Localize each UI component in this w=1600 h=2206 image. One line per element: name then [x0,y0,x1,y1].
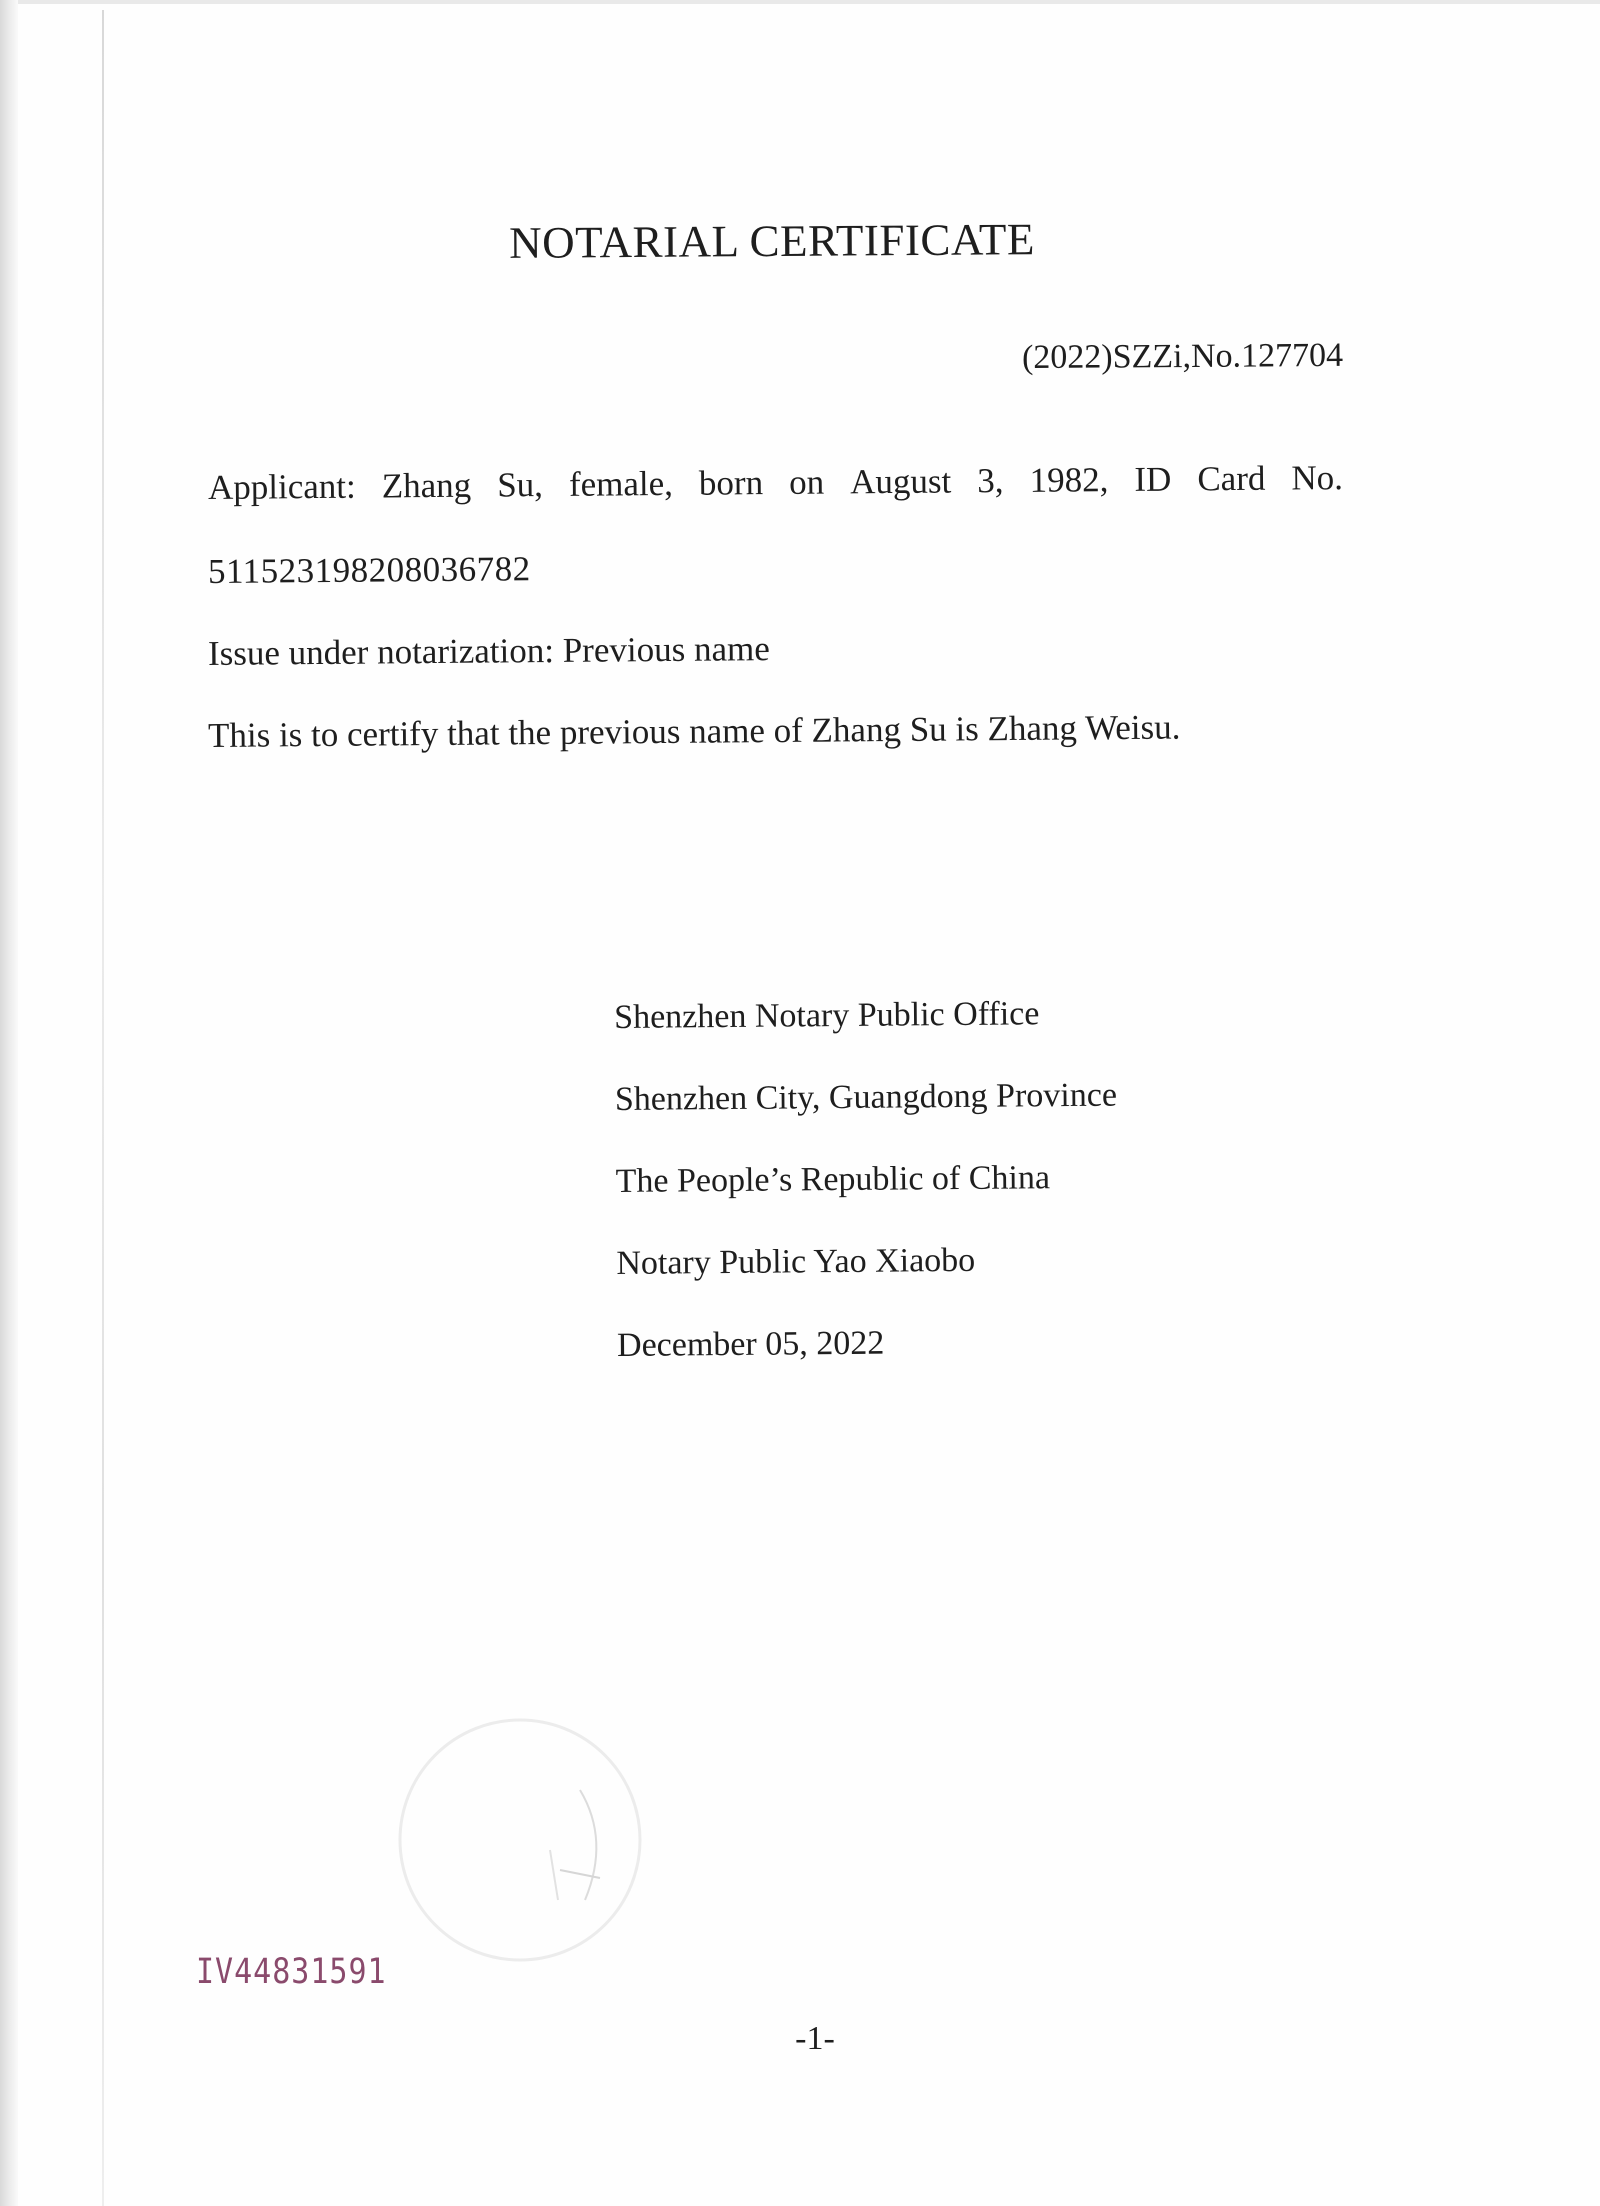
signature-block [614,990,1120,1404]
issue-under-notarization: Issue under notarization: Previous name [207,629,770,673]
applicant-line [208,458,1343,508]
applicant-word: No. [1291,458,1344,498]
applicant-word: 1982, [1029,460,1109,500]
applicant-word: Card [1197,458,1266,499]
certificate-number: (2022)SZZi,No.127704 [1021,336,1344,377]
applicant-word: on [788,462,825,502]
applicant-word: Zhang [381,465,472,506]
applicant-word: 3, [977,461,1004,501]
office-city: Shenzhen City, Guangdong Province [614,1076,1118,1118]
scan-top-edge [0,0,1600,4]
id-card-number: 511523198208036782 [207,549,531,591]
applicant-word: Applicant: [207,466,356,507]
office-country: The People’s Republic of China [615,1159,1051,1200]
applicant-word: born [698,463,764,503]
applicant-word: August [850,461,952,502]
applicant-word: female, [568,463,674,504]
applicant-word: ID [1134,459,1172,499]
notary-name: Notary Public Yao Xiaobo [616,1241,976,1282]
serial-number-stamp: IV44831591 [196,1952,387,1993]
document-title: NOTARIAL CERTIFICATE [508,214,1036,268]
certification-statement: This is to certify that the previous name of Zhang Su is Zhang Weisu. [207,707,1181,755]
issue-date: December 05, 2022 [616,1324,885,1364]
applicant-word: Su, [497,465,544,505]
binding-edge [0,0,18,2206]
fold-line [102,10,104,2206]
page-number: -1- [795,2020,835,2057]
notary-office: Shenzhen Notary Public Office [614,995,1040,1036]
faint-seal-impression [380,1700,660,1980]
